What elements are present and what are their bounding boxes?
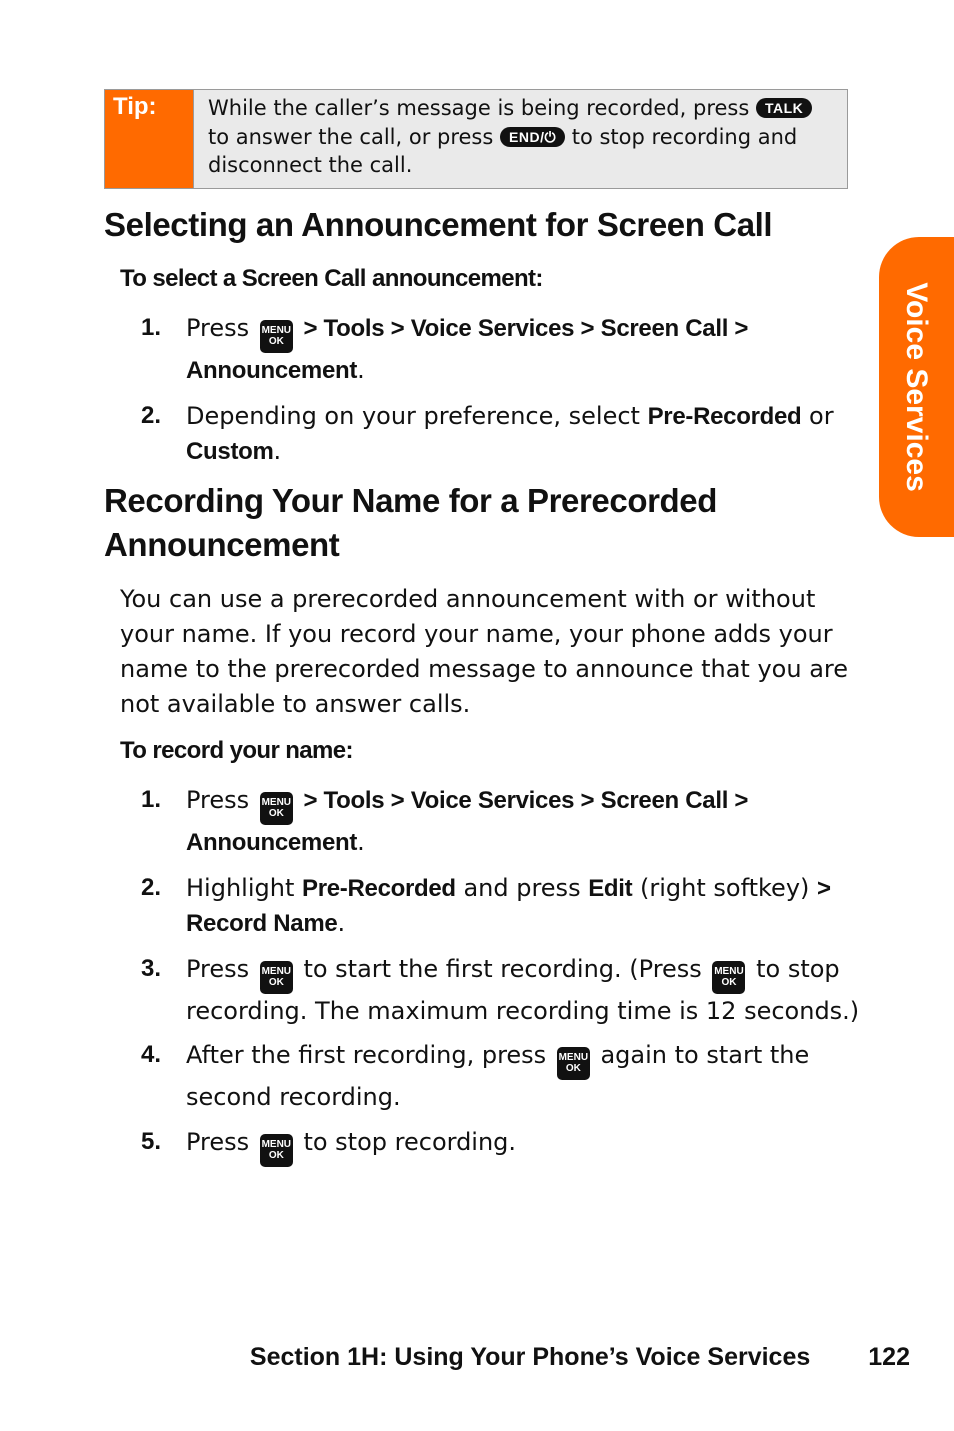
- menu-ok-key-icon: [557, 1047, 590, 1080]
- page-footer: [0, 1343, 910, 1372]
- step-number: 1.: [141, 786, 162, 813]
- step-text: to start the first recording. (Press: [303, 954, 702, 983]
- step-text: (right softkey): [640, 873, 810, 902]
- section2-steps: [120, 783, 870, 1167]
- menu-key-label: MENU: [261, 1138, 292, 1150]
- end-key-icon: END/⏻: [500, 127, 565, 147]
- tip-text-part-1: While the caller’s message is being recorded, press: [208, 96, 750, 120]
- menu-key-label: MENU: [261, 965, 292, 977]
- list-item: [120, 952, 870, 1029]
- list-item: [120, 783, 870, 861]
- ok-key-label: OK: [565, 1063, 581, 1074]
- section1-heading: Selecting an Announcement for Screen Call: [104, 206, 773, 243]
- option-name: Pre-Recorded: [647, 402, 802, 430]
- step-text: Press: [186, 1127, 250, 1156]
- list-item: [120, 871, 870, 942]
- step-text: to stop recording. The maximum recording time is 12 seconds.): [186, 954, 860, 1025]
- step-text: Highlight: [186, 873, 295, 902]
- section2-paragraph: You can use a prerecorded announcement with or without your name. If you record your name, your phone adds your name to the prerecorded message to announce that you are not available to answer calls.: [120, 585, 849, 718]
- tip-text: [194, 90, 847, 188]
- step-number: 4.: [141, 1041, 162, 1068]
- step-number: 1.: [141, 314, 162, 341]
- ok-key-label: OK: [268, 336, 284, 347]
- step-number: 5.: [141, 1127, 162, 1155]
- section2-heading-line1: Recording Your Name for a Prerecorded: [104, 482, 717, 519]
- step-text: Press: [186, 314, 250, 342]
- menu-ok-key-icon: [260, 320, 293, 353]
- tip-label: Tip:: [105, 90, 194, 188]
- page-number: 122: [868, 1343, 910, 1371]
- step-number: 3.: [141, 954, 162, 982]
- step-text: .: [273, 437, 282, 465]
- side-tab-label: Voice Services: [900, 282, 933, 492]
- step-text: .: [357, 356, 365, 384]
- menu-key-label: MENU: [261, 325, 292, 336]
- tip-text-part-3: to stop recording and disconnect the call.: [208, 124, 798, 177]
- list-item: [120, 1125, 870, 1167]
- softkey-name: Edit: [588, 874, 633, 902]
- step-text: to stop recording.: [303, 1127, 517, 1156]
- step-text: After the first recording, press: [186, 1041, 547, 1069]
- talk-key-icon: TALK: [756, 98, 812, 118]
- step-text: Depending on your preference, select: [186, 401, 640, 430]
- section2-subheading: To record your name:: [120, 737, 353, 764]
- step-number: 2.: [141, 401, 162, 429]
- step-text: or: [809, 401, 834, 430]
- option-name: Custom: [186, 438, 274, 465]
- section-side-tab: [879, 237, 954, 537]
- list-item: [120, 311, 870, 389]
- menu-key-label: MENU: [261, 797, 292, 808]
- step-text: Press: [186, 786, 250, 814]
- section1-subheading: To select a Screen Call announcement:: [120, 265, 543, 292]
- section2-heading-line2: Announcement: [104, 526, 340, 563]
- step-text: Press: [186, 954, 250, 983]
- option-name: Pre-Recorded: [302, 874, 456, 902]
- section2-heading: [104, 479, 717, 567]
- step-text: and press: [463, 873, 581, 902]
- menu-path: > Tools > Voice Services > Screen Call > Announcement: [186, 787, 749, 856]
- step-text: .: [357, 828, 365, 856]
- menu-key-label: MENU: [558, 1052, 589, 1063]
- ok-key-label: OK: [268, 976, 284, 988]
- step-text: .: [337, 909, 346, 937]
- ok-key-label: OK: [268, 1149, 284, 1161]
- list-item: [120, 1038, 870, 1115]
- ok-key-label: OK: [721, 976, 737, 988]
- menu-path: > Tools > Voice Services > Screen Call > Announcement: [186, 315, 749, 384]
- menu-ok-key-icon: [260, 792, 293, 825]
- menu-ok-key-icon: [260, 1134, 293, 1167]
- section1-steps: [120, 311, 870, 470]
- menu-ok-key-icon: [260, 961, 293, 994]
- list-item: [120, 399, 870, 470]
- tip-box: [104, 89, 848, 189]
- step-text: again to start the second recording.: [186, 1041, 810, 1111]
- menu-path: > Record Name: [186, 874, 831, 937]
- footer-section-title: Section 1H: Using Your Phone’s Voice Services: [249, 1343, 811, 1371]
- tip-text-part-2: to answer the call, or press: [208, 124, 494, 149]
- menu-key-label: MENU: [714, 965, 744, 977]
- menu-ok-key-icon: [712, 961, 745, 994]
- ok-key-label: OK: [268, 808, 284, 819]
- step-number: 2.: [141, 873, 162, 901]
